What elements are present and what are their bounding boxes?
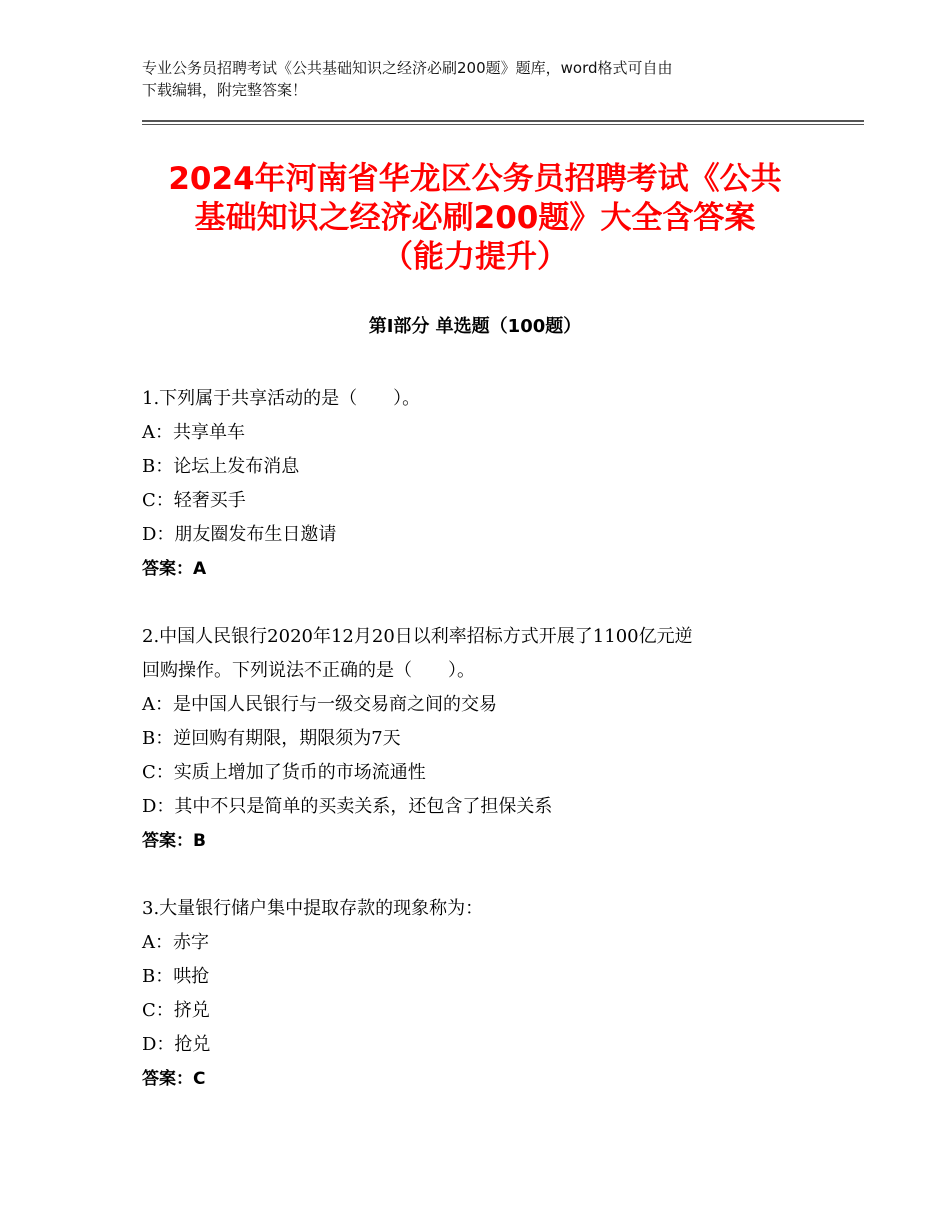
document-title-line-3: （能力提升）: [382, 239, 568, 275]
question-stem: 1.下列属于共享活动的是（ ）。: [142, 388, 421, 409]
option-c: C：轻奢买手: [142, 490, 246, 511]
option-b: B：逆回购有期限，期限须为7天: [142, 728, 401, 749]
question-stem: 3.大量银行储户集中提取存款的现象称为：: [142, 898, 484, 919]
header-note: [142, 57, 822, 101]
question-stem: 2.中国人民银行2020年12月20日以利率招标方式开展了1100亿元逆: [142, 626, 693, 647]
question-2: [142, 620, 842, 858]
header-divider: [142, 120, 864, 125]
document-title: [120, 160, 830, 277]
question-stem-continued: 回购操作。下列说法不正确的是（ ）。: [142, 660, 475, 681]
answer-label: 答案：A: [142, 559, 207, 579]
option-a: A：是中国人民银行与一级交易商之间的交易: [142, 694, 497, 715]
option-d: D：朋友圈发布生日邀请: [142, 524, 337, 545]
header-note-line-2: 下载编辑，附完整答案！: [142, 81, 308, 99]
option-b: B：哄抢: [142, 966, 210, 987]
question-list: [142, 382, 842, 1130]
question-3: [142, 892, 842, 1096]
option-a: A：赤字: [142, 932, 209, 953]
question-1: [142, 382, 842, 586]
option-d: D：抢兑: [142, 1034, 211, 1055]
section-heading: 第Ⅰ部分 单选题（100题）: [368, 316, 582, 337]
header-note-line-1: 专业公务员招聘考试《公共基础知识之经济必刷200题》题库，word格式可自由: [142, 59, 673, 77]
option-c: C：实质上增加了货币的市场流通性: [142, 762, 426, 783]
option-d: D：其中不只是简单的买卖关系，还包含了担保关系: [142, 796, 553, 817]
document-title-line-2: 基础知识之经济必刷200题》大全含答案: [194, 200, 756, 236]
option-b: B：论坛上发布消息: [142, 456, 300, 477]
answer-label: 答案：B: [142, 831, 206, 851]
document-title-line-1: 2024年河南省华龙区公务员招聘考试《公共: [168, 161, 782, 197]
option-a: A：共享单车: [142, 422, 245, 443]
option-c: C：挤兑: [142, 1000, 210, 1021]
answer-label: 答案：C: [142, 1069, 206, 1089]
